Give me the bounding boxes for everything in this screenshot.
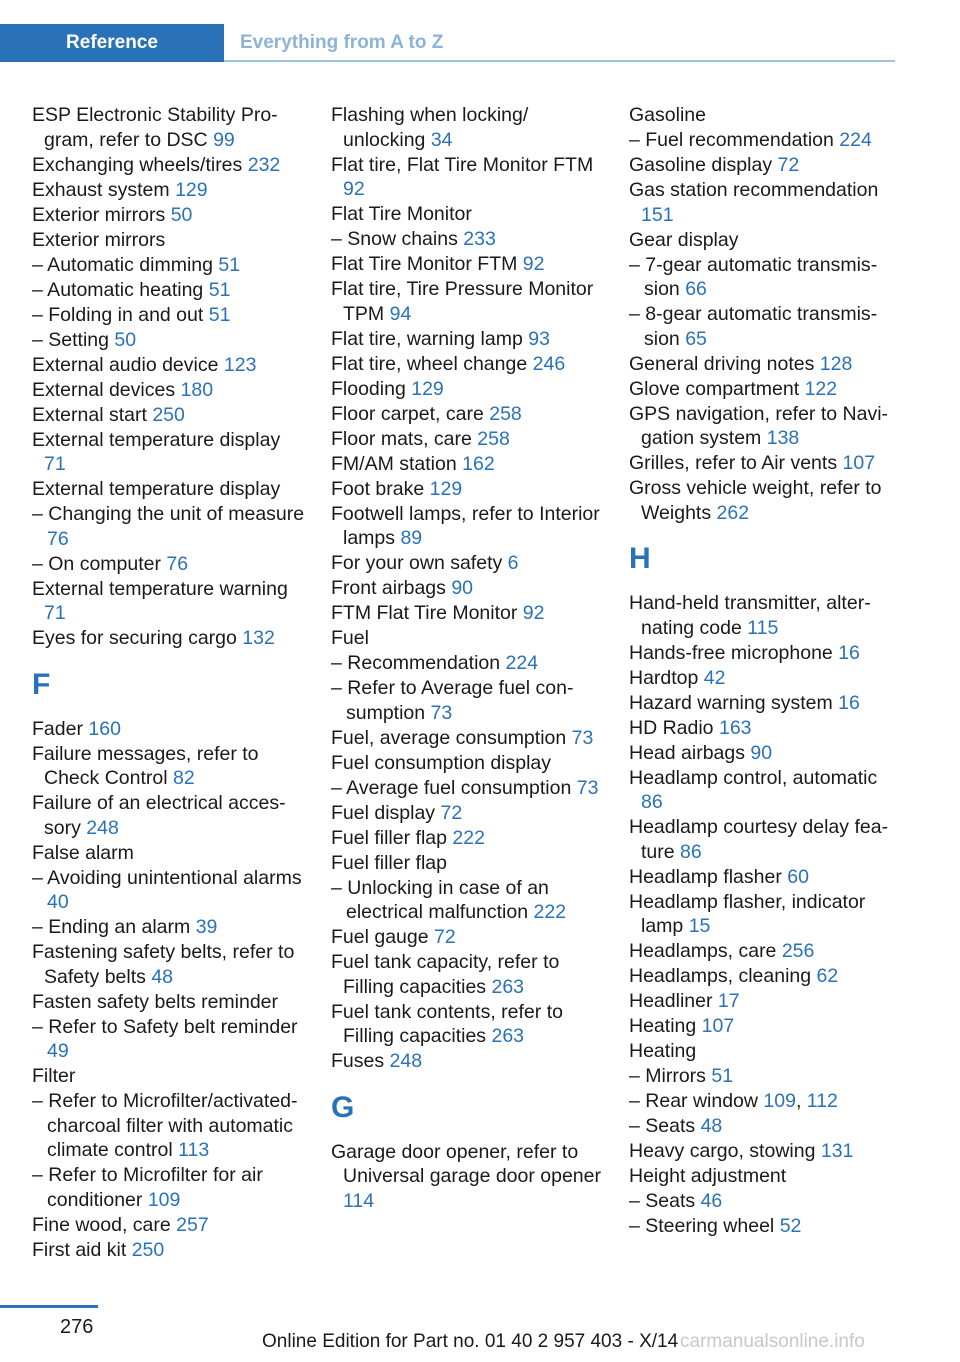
page-link[interactable]: 107 xyxy=(701,1015,735,1037)
index-subentry xyxy=(629,302,899,351)
page-link[interactable]: 49 xyxy=(47,1040,69,1062)
index-entry xyxy=(32,178,307,203)
index-entry xyxy=(32,477,307,502)
index-subentry xyxy=(629,1214,899,1239)
page-link[interactable]: 48 xyxy=(700,1115,723,1137)
index-entry xyxy=(331,477,606,502)
index-entry xyxy=(32,791,307,840)
entry-text: – Refer to Microfilter/activated-charcoal filter with automatic climate control xyxy=(32,1090,298,1161)
index-subentry xyxy=(331,227,606,252)
page-link[interactable]: 76 xyxy=(166,552,189,575)
index-entry xyxy=(629,402,899,451)
page-link[interactable]: 51 xyxy=(208,278,231,301)
page-link[interactable]: 65 xyxy=(685,327,707,350)
index-subentry xyxy=(32,253,307,278)
entry-text: Flat Tire Monitor xyxy=(331,203,472,225)
entry-text: Fuel filler flap xyxy=(331,851,447,874)
page-link[interactable]: 6 xyxy=(507,552,519,574)
index-subentry xyxy=(629,128,899,153)
index-column-1 xyxy=(32,103,307,1263)
entry-text: Hands-free microphone xyxy=(629,641,833,664)
page-link[interactable]: 90 xyxy=(451,577,474,599)
page-link[interactable]: 129 xyxy=(175,178,208,201)
header-rule xyxy=(224,60,895,62)
page-link[interactable]: 34 xyxy=(430,128,453,151)
index-entry xyxy=(32,1064,307,1089)
page-link[interactable]: 263 xyxy=(491,1025,525,1047)
page-link[interactable]: 248 xyxy=(86,816,119,839)
page-link[interactable]: 92 xyxy=(522,253,545,275)
index-entry xyxy=(629,939,899,964)
page-link[interactable]: 109 xyxy=(763,1090,796,1112)
index-subentry xyxy=(32,502,307,551)
page-link[interactable]: 72 xyxy=(440,801,463,824)
entry-text: External start xyxy=(32,403,147,426)
page-link[interactable]: 160 xyxy=(88,717,121,740)
entry-text: General driving notes xyxy=(629,352,815,375)
entry-text: – Refer to Average fuel consumption xyxy=(331,677,574,724)
page-link[interactable]: 131 xyxy=(820,1140,854,1162)
page-link[interactable]: 224 xyxy=(839,129,872,151)
index-entry xyxy=(331,626,606,651)
page-link[interactable]: 138 xyxy=(766,427,800,449)
section-letter: G xyxy=(331,1090,355,1124)
index-entry xyxy=(629,766,899,815)
index-entry xyxy=(331,452,606,477)
page-link[interactable]: 73 xyxy=(571,726,594,749)
entry-text: Flat tire, Flat Tire Monitor FTM xyxy=(331,153,594,176)
page-link[interactable]: 62 xyxy=(816,965,839,987)
entry-text: Glove compartment xyxy=(629,377,800,400)
entry-text: Fuel gauge xyxy=(331,926,429,948)
entry-text: – Ending an alarm xyxy=(32,916,191,938)
index-entry xyxy=(331,751,606,776)
entry-text: Fasten safety belts reminder xyxy=(32,990,279,1013)
entry-text: – Seats xyxy=(629,1115,696,1137)
section-letter: F xyxy=(32,667,51,701)
index-entry xyxy=(629,865,899,890)
page-link[interactable]: 60 xyxy=(787,865,809,888)
index-entry xyxy=(331,601,606,626)
page-link[interactable]: 250 xyxy=(152,403,185,426)
page-link[interactable]: 82 xyxy=(172,767,195,789)
page-header xyxy=(0,24,895,62)
index-entry xyxy=(331,153,606,202)
page-link[interactable]: 222 xyxy=(533,901,567,923)
page-link[interactable]: 222 xyxy=(452,826,485,849)
page-link[interactable]: 46 xyxy=(700,1190,723,1212)
index-entry xyxy=(32,153,307,178)
entry-text: ESP Electronic Stability Program, refer to DSC xyxy=(32,104,278,151)
entry-text: Headlamp control, automatic xyxy=(629,766,878,789)
index-subentry xyxy=(32,1015,307,1064)
entry-text: Headlamps, cleaning xyxy=(629,965,812,987)
index-subentry xyxy=(331,876,606,925)
index-entry xyxy=(629,1014,899,1039)
page-link[interactable]: 128 xyxy=(819,352,853,375)
entry-text: Gear display xyxy=(629,228,739,251)
entry-text: – Automatic dimming xyxy=(32,253,213,276)
entry-text: FM/AM station xyxy=(331,452,457,475)
header-tab-reference: Reference xyxy=(0,24,224,62)
index-entry xyxy=(331,252,606,277)
index-subentry: – Rear window 109, 112 xyxy=(629,1090,838,1112)
index-subentry xyxy=(629,1064,899,1089)
page-link[interactable]: 262 xyxy=(716,501,750,524)
entry-text: Exterior mirrors xyxy=(32,228,166,251)
entry-text: Exhaust system xyxy=(32,178,170,201)
entry-text: Headlamp flasher, indicator lamp xyxy=(629,890,866,937)
index-entry xyxy=(629,815,899,864)
entry-text: External temperature display xyxy=(32,428,281,451)
watermark: carmanualsonline.info xyxy=(680,1331,865,1352)
index-entry xyxy=(331,950,606,999)
entry-text: Failure of an electrical accessory xyxy=(32,792,286,839)
entry-text: – 8-gear automatic transmission xyxy=(629,303,878,350)
index-entry xyxy=(32,1238,307,1263)
index-subentry xyxy=(32,1089,307,1163)
entry-text: First aid kit xyxy=(32,1238,127,1261)
index-entry xyxy=(629,1039,899,1064)
index-entry xyxy=(331,202,606,227)
entry-text: Fine wood, care xyxy=(32,1213,171,1236)
entry-text: Fuel filler flap xyxy=(331,826,447,849)
index-entry xyxy=(629,741,899,766)
entry-text: – Mirrors xyxy=(629,1065,706,1087)
index-entry xyxy=(331,277,606,326)
entry-text: External devices xyxy=(32,378,176,401)
index-entry xyxy=(32,378,307,403)
entry-text: False alarm xyxy=(32,841,134,864)
index-subentry xyxy=(32,915,307,940)
index-subentry xyxy=(331,776,606,801)
entry-text: Flat tire, warning lamp xyxy=(331,327,523,350)
index-entry xyxy=(629,1139,899,1164)
page-link[interactable]: 113 xyxy=(178,1139,210,1161)
index-entry xyxy=(629,964,899,989)
page-link[interactable]: 107 xyxy=(842,452,876,474)
index-subentry xyxy=(331,676,606,725)
page-link[interactable]: 224 xyxy=(505,652,539,674)
index-entry xyxy=(629,666,899,691)
page-link[interactable]: 72 xyxy=(777,154,800,176)
entry-text: Height adjustment xyxy=(629,1165,787,1187)
index-entry xyxy=(331,801,606,826)
entry-text: HD Radio xyxy=(629,716,714,739)
entry-text: External temperature display xyxy=(32,478,281,500)
entry-text: Eyes for securing cargo xyxy=(32,627,237,649)
index-entry xyxy=(331,726,606,751)
index-entry xyxy=(331,327,606,352)
index-subentry xyxy=(629,1189,899,1214)
page-link[interactable]: 66 xyxy=(685,278,707,300)
index-entry xyxy=(331,851,606,876)
page-link[interactable]: 263 xyxy=(491,975,525,998)
entry-text: – Changing the unit of measure xyxy=(32,503,305,525)
edition-note: Online Edition for Part no. 01 40 2 957 403 - X/14 xyxy=(262,1331,679,1352)
index-subentry xyxy=(629,253,899,302)
index-entry xyxy=(32,103,307,152)
entry-text: Headlamps, care xyxy=(629,940,777,962)
entry-text: – Avoiding unintentional alarms xyxy=(32,866,302,889)
index-column-3 xyxy=(629,103,899,1239)
index-entry xyxy=(331,1000,606,1049)
page-link[interactable]: 258 xyxy=(477,427,510,450)
page-link[interactable]: 15 xyxy=(688,915,711,937)
entry-text: Fastening safety belts, refer to Safety belts xyxy=(32,941,295,988)
page-link[interactable]: 93 xyxy=(528,327,550,350)
page-link[interactable]: 99 xyxy=(213,128,235,151)
entry-text: Failure messages, refer to Check Control xyxy=(32,742,259,789)
index-column-2 xyxy=(331,103,606,1214)
entry-text: Flat tire, wheel change xyxy=(331,352,528,375)
entry-text: Hand-held transmitter, alternating code xyxy=(629,592,871,639)
entry-text: Garage door opener, refer to Universal garage door opener xyxy=(331,1140,601,1187)
index-entry xyxy=(331,352,606,377)
entry-text: Grilles, refer to Air vents xyxy=(629,452,838,474)
page-link[interactable]: 129 xyxy=(411,377,444,400)
entry-text: Fuel display xyxy=(331,801,436,824)
entry-text: Hazard warning system xyxy=(629,691,833,714)
entry-text: Head airbags xyxy=(629,741,745,764)
index-entry xyxy=(629,228,899,253)
entry-text: – Snow chains xyxy=(331,228,458,250)
index-entry xyxy=(331,826,606,851)
entry-text: Hardtop xyxy=(629,666,699,689)
index-entry xyxy=(331,925,606,950)
page-link[interactable]: 40 xyxy=(47,891,69,913)
page-link[interactable]: 86 xyxy=(680,840,702,863)
page-link[interactable]: 51 xyxy=(218,253,241,276)
index-entry xyxy=(32,626,307,651)
page-link[interactable]: 115 xyxy=(747,616,779,639)
entry-text: Headlamp courtesy delay feature xyxy=(629,816,889,863)
entry-text: Fuel xyxy=(331,627,369,649)
entry-text: Fuel consumption display xyxy=(331,751,552,774)
index-entry xyxy=(331,427,606,452)
entry-text: – Automatic heating xyxy=(32,278,204,301)
entry-text: FTM Flat Tire Monitor xyxy=(331,602,518,624)
page-link[interactable]: 86 xyxy=(641,791,663,813)
index-entry xyxy=(629,178,899,227)
index-entry xyxy=(331,502,606,551)
index-entry xyxy=(331,377,606,402)
entry-text: – Folding in and out xyxy=(32,303,204,326)
page-link[interactable]: 39 xyxy=(195,916,218,938)
entry-text: Flooding xyxy=(331,377,406,400)
index-entry xyxy=(629,641,899,666)
page-link[interactable]: 246 xyxy=(532,352,566,375)
page-link[interactable]: 42 xyxy=(703,666,726,689)
entry-text: Headlamp flasher xyxy=(629,865,782,888)
index-entry xyxy=(32,228,307,253)
index-entry xyxy=(629,476,899,525)
page-link[interactable]: 89 xyxy=(400,527,423,549)
page-link[interactable]: 92 xyxy=(343,178,365,200)
entry-text: Gasoline display xyxy=(629,154,773,176)
index-entry xyxy=(629,890,899,939)
entry-text: – Refer to Safety belt reminder xyxy=(32,1015,298,1038)
entry-text: Exterior mirrors xyxy=(32,203,166,226)
entry-text: – Unlocking in case of an electrical malfunction xyxy=(331,876,549,923)
page-link[interactable]: 132 xyxy=(242,627,275,649)
entry-text: – Refer to Microfilter for air conditioner xyxy=(32,1164,263,1211)
index-entry xyxy=(629,716,899,741)
index-entry xyxy=(629,1164,899,1189)
footer-rule xyxy=(0,1305,98,1308)
index-entry xyxy=(629,153,899,178)
page-link[interactable]: 163 xyxy=(718,716,752,739)
header-section-title: Everything from A to Z xyxy=(240,32,444,53)
entry-text: – Seats xyxy=(629,1190,696,1212)
index-entry xyxy=(32,577,307,626)
entry-text: Floor carpet, care xyxy=(331,402,484,425)
entry-text: External audio device xyxy=(32,353,219,376)
page-link[interactable]: 16 xyxy=(838,691,860,714)
entry-text: Flashing when locking/ unlocking xyxy=(331,104,529,151)
entry-text: Fuel tank contents, refer to Filling capacities xyxy=(331,1000,563,1047)
page-link[interactable]: 114 xyxy=(343,1189,375,1212)
entry-text: For your own safety xyxy=(331,552,503,574)
index-entry xyxy=(629,989,899,1014)
index-subentry xyxy=(32,552,307,577)
entry-text: Gasoline xyxy=(629,104,706,126)
page-link[interactable]: 51 xyxy=(711,1065,734,1087)
index-entry xyxy=(629,691,899,716)
index-entry xyxy=(32,353,307,378)
entry-text: – Average fuel consumption xyxy=(331,776,572,799)
index-subentry xyxy=(32,866,307,915)
page-link[interactable]: 94 xyxy=(389,302,412,325)
page-link[interactable]: 51 xyxy=(208,303,231,326)
page-link[interactable]: 248 xyxy=(389,1050,423,1072)
entry-text: Filter xyxy=(32,1065,76,1087)
page-link[interactable]: 52 xyxy=(779,1215,802,1237)
index-entry xyxy=(32,841,307,866)
page-link[interactable]: 180 xyxy=(180,378,214,401)
page-link[interactable]: 72 xyxy=(434,926,456,948)
entry-text: Heavy cargo, stowing xyxy=(629,1140,816,1162)
index-subentry xyxy=(331,651,606,676)
index-entry xyxy=(629,591,899,640)
page-link[interactable]: 233 xyxy=(463,228,496,250)
page-link[interactable]: 151 xyxy=(641,203,674,226)
entry-text: Exchanging wheels/tires xyxy=(32,153,243,176)
entry-text: GPS navigation, refer to Navigation system xyxy=(629,402,889,449)
entry-text: Footwell lamps, refer to Interior lamps xyxy=(331,502,600,549)
entry-text: – 7-gear automatic transmission xyxy=(629,253,878,300)
page-link[interactable]: 256 xyxy=(781,940,815,962)
page-link[interactable]: 232 xyxy=(247,153,281,176)
index-entry xyxy=(331,576,606,601)
index-entry xyxy=(32,717,307,742)
page-link[interactable]: 112 xyxy=(806,1090,838,1112)
entry-text: Gas station recommendation xyxy=(629,179,879,201)
section-letter: H xyxy=(629,542,651,575)
entry-text: Gross vehicle weight, refer to Weights xyxy=(629,477,882,524)
page-link[interactable]: 73 xyxy=(576,776,599,799)
index-entry xyxy=(32,1213,307,1238)
page-link[interactable]: 71 xyxy=(44,602,66,624)
page-link[interactable]: 71 xyxy=(44,453,66,475)
entry-text: – Steering wheel xyxy=(629,1215,775,1237)
index-entry xyxy=(629,103,899,128)
entry-text: Front airbags xyxy=(331,577,446,599)
page-link[interactable]: 92 xyxy=(522,602,545,624)
index-subentry xyxy=(32,278,307,303)
index-entry xyxy=(629,377,899,402)
index-entry xyxy=(331,103,606,152)
page-link[interactable]: 73 xyxy=(430,701,453,724)
entry-text: Floor mats, care xyxy=(331,427,472,450)
page-link[interactable]: 258 xyxy=(489,402,522,425)
entry-text: Flat Tire Monitor FTM xyxy=(331,253,518,275)
entry-text: – Fuel recommendation xyxy=(629,129,834,151)
index-entry xyxy=(32,990,307,1015)
entry-text: Fuel, average consumption xyxy=(331,726,567,749)
index-entry xyxy=(331,402,606,427)
page-link[interactable]: 129 xyxy=(429,477,463,500)
page-link[interactable]: 48 xyxy=(151,965,174,988)
index-entry xyxy=(629,352,899,377)
page-link[interactable]: 257 xyxy=(176,1213,209,1236)
index-entry xyxy=(331,1140,606,1214)
entry-text: Fuses xyxy=(331,1050,385,1072)
entry-text: Flat tire, Tire Pressure Monitor TPM xyxy=(331,278,594,325)
page-link[interactable]: 122 xyxy=(804,377,838,400)
index-entry xyxy=(32,428,307,477)
entry-text: – Recommendation xyxy=(331,652,501,674)
entry-text: Fader xyxy=(32,717,83,740)
page-link[interactable]: 50 xyxy=(170,203,193,226)
index-subentry xyxy=(32,328,307,353)
page-link[interactable]: 16 xyxy=(838,641,860,664)
page-link[interactable]: 162 xyxy=(462,452,495,475)
index-entry xyxy=(331,1049,606,1074)
index-subentry xyxy=(629,1114,899,1139)
entry-text: – Setting xyxy=(32,328,109,351)
page-link[interactable]: 109 xyxy=(147,1188,181,1211)
entry-text: – On computer xyxy=(32,552,161,575)
index-entry xyxy=(32,940,307,989)
index-entry xyxy=(32,403,307,428)
index-entry xyxy=(331,551,606,576)
entry-text: Heating xyxy=(629,1040,697,1062)
page-link[interactable]: 76 xyxy=(47,527,69,550)
entry-text: Heating xyxy=(629,1015,697,1037)
page-link[interactable]: 90 xyxy=(750,741,773,764)
index-entry xyxy=(629,451,899,476)
page-link[interactable]: 250 xyxy=(131,1238,165,1261)
index-subentry xyxy=(32,303,307,328)
page-link[interactable]: 123 xyxy=(223,353,257,376)
page-link[interactable]: 17 xyxy=(717,990,740,1012)
entry-text: External temperature warning xyxy=(32,577,288,600)
index-entry xyxy=(32,203,307,228)
entry-text: – Rear window xyxy=(629,1090,758,1112)
page-link[interactable]: 50 xyxy=(114,328,137,351)
entry-text: Headliner xyxy=(629,990,713,1012)
index-entry xyxy=(32,742,307,791)
index-subentry xyxy=(32,1163,307,1212)
entry-text: Fuel tank capacity, refer to Filling capacities xyxy=(331,951,560,998)
page-number: 276 xyxy=(60,1316,94,1338)
entry-text: Foot brake xyxy=(331,477,425,500)
